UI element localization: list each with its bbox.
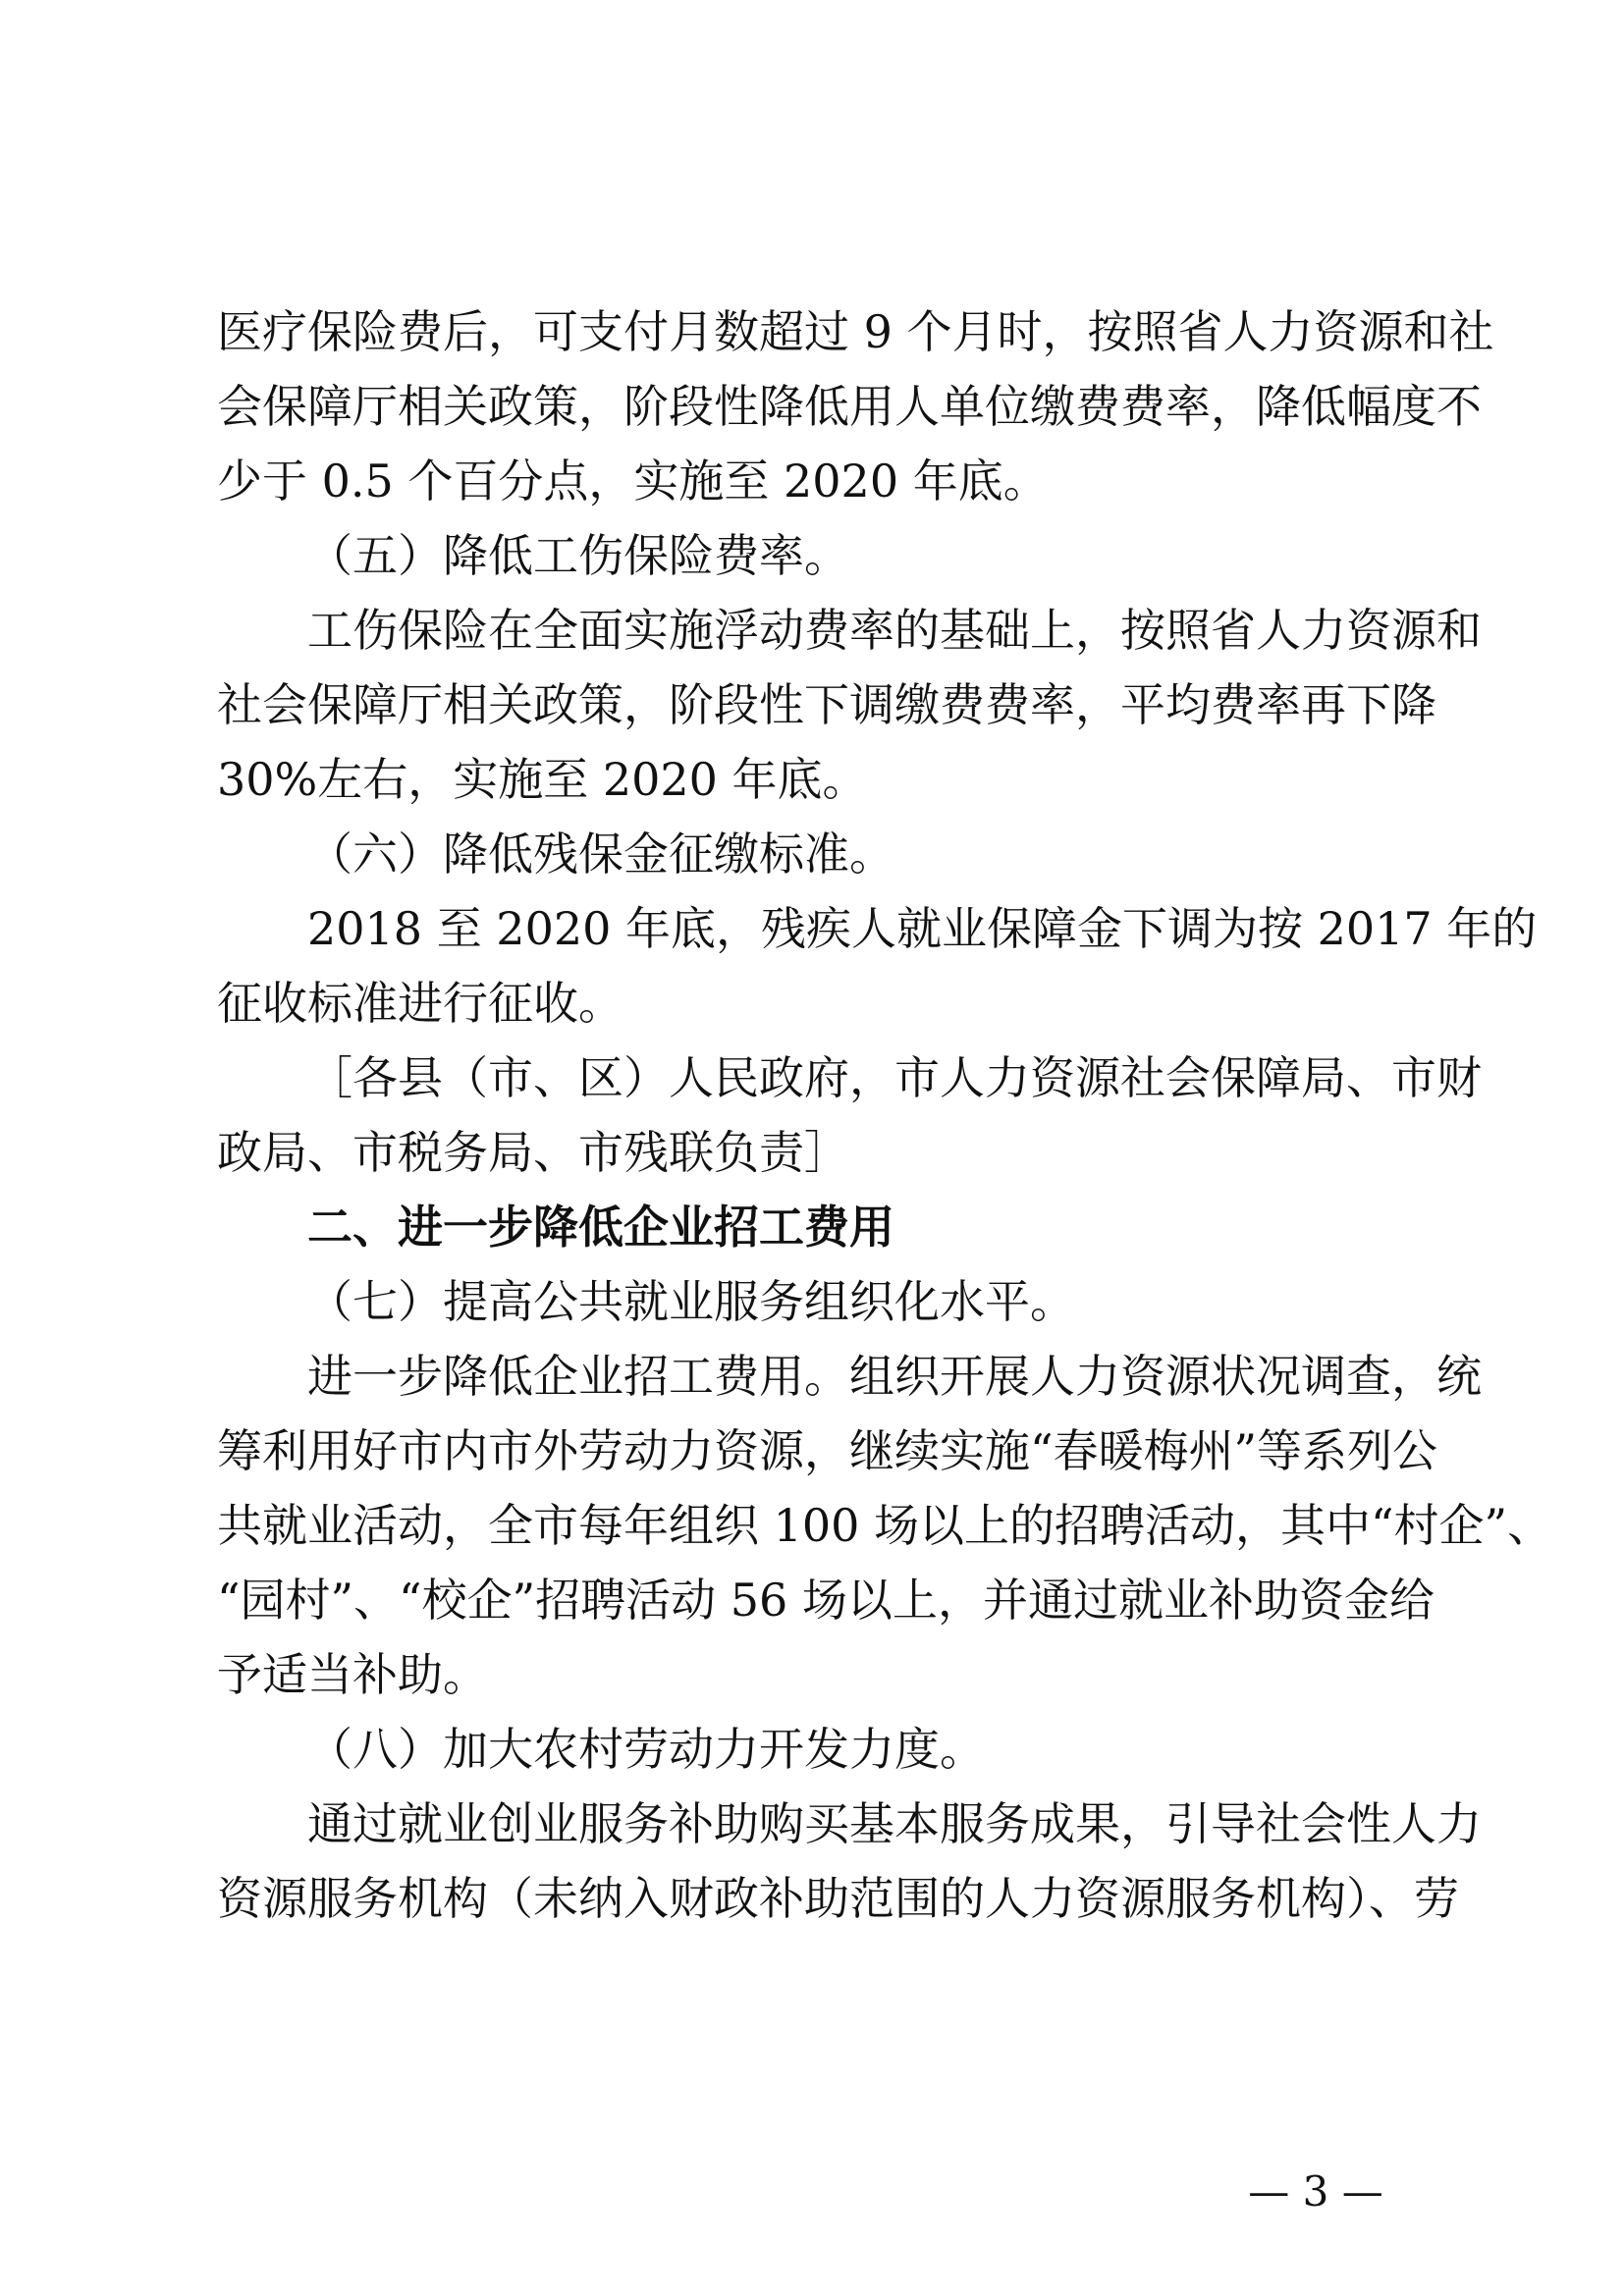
medical-insurance-paragraph bbox=[217, 294, 1494, 518]
text-line: 社会保障厅相关政策，阶段性下调缴费费率，平均费率再下降 bbox=[217, 678, 1436, 731]
subheading-text: （五）降低工伤保险费率。 bbox=[307, 529, 849, 582]
text-line: 共就业活动，全市每年组织 100 场以上的招聘活动，其中“村企”、 bbox=[217, 1499, 1553, 1552]
text-line: “园村”、“校企”招聘活动 56 场以上，并通过就业补助资金给 bbox=[217, 1574, 1435, 1627]
subheading-6 bbox=[217, 817, 1435, 891]
text-line: 医疗保险费后，可支付月数超过 9 个月时，按照省人力资源和社 bbox=[217, 305, 1494, 358]
text-line: 予适当补助。 bbox=[217, 1648, 488, 1701]
subheading-7 bbox=[217, 1264, 1435, 1339]
rural-labor-paragraph bbox=[217, 1787, 1482, 1936]
text-line: 资源服务机构（未纳入财政补助范围的人力资源服务机构）、劳 bbox=[217, 1872, 1459, 1925]
text-line: 会保障厅相关政策，阶段性降低用人单位缴费费率，降低幅度不 bbox=[217, 380, 1482, 433]
page-number: — 3 — bbox=[1248, 2167, 1383, 2216]
text-line: ［各县（市、区）人民政府，市人力资源社会保障局、市财 bbox=[307, 1051, 1482, 1104]
work-injury-paragraph bbox=[217, 593, 1482, 817]
text-line: 进一步降低企业招工费用。组织开展人力资源状况调查，统 bbox=[307, 1350, 1482, 1403]
text-line: 2018 至 2020 年底，残疾人就业保障金下调为按 2017 年的 bbox=[307, 902, 1538, 955]
responsibility-note bbox=[217, 1041, 1482, 1190]
subheading-8 bbox=[217, 1712, 1435, 1787]
text-line: 少于 0.5 个百分点，实施至 2020 年底。 bbox=[217, 454, 1049, 507]
subheading-5 bbox=[217, 518, 1435, 593]
text-line: 筹利用好市内市外劳动力资源，继续实施“春暖梅州”等系列公 bbox=[217, 1424, 1438, 1477]
text-line: 30%左右，实施至 2020 年底。 bbox=[217, 753, 868, 806]
document-body bbox=[217, 294, 1553, 1936]
section-heading-2 bbox=[217, 1190, 1435, 1264]
text-line: 通过就业创业服务补助购买基本服务成果，引导社会性人力 bbox=[307, 1797, 1482, 1850]
text-line: 工伤保险在全面实施浮动费率的基础上，按照省人力资源和 bbox=[307, 604, 1482, 657]
text-line: 征收标准进行征收。 bbox=[217, 977, 623, 1030]
subheading-text: （七）提高公共就业服务组织化水平。 bbox=[307, 1275, 1075, 1328]
recruitment-paragraph bbox=[217, 1339, 1553, 1712]
disability-fund-paragraph bbox=[217, 891, 1538, 1041]
text-line: 政局、市税务局、市残联负责］ bbox=[217, 1126, 849, 1179]
section-heading-text: 二、进一步降低企业招工费用 bbox=[307, 1201, 894, 1254]
subheading-text: （八）加大农村劳动力开发力度。 bbox=[307, 1723, 985, 1776]
subheading-text: （六）降低残保金征缴标准。 bbox=[307, 828, 894, 881]
